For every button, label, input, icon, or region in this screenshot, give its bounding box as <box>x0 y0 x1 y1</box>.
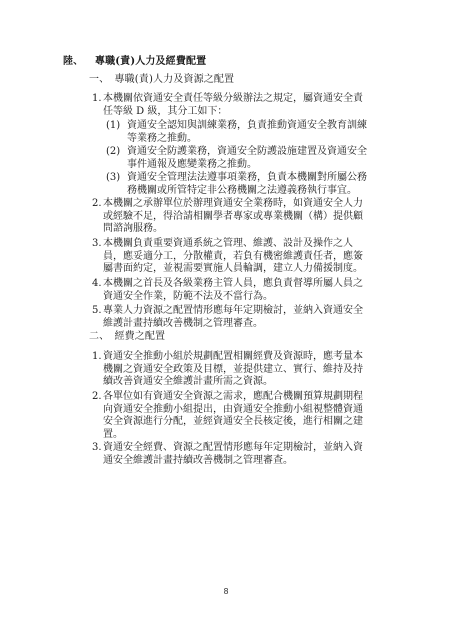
section-1-title: 一、 專職(責)人力及資源之配置 <box>89 74 235 85</box>
item-line: 資通安全防護業務，資通安全防護設施建置及資通安全 <box>127 146 367 157</box>
item-number: 1. <box>92 351 102 362</box>
item-line: 事件通報及應變業務之推動。 <box>127 158 257 170</box>
page-number: 8 <box>223 587 229 596</box>
item-number: (1) <box>106 120 121 131</box>
item-line: 問諮詢服務。 <box>103 223 163 234</box>
item-line: 安全資源進行分配，並經資通安全長核定後，進行相關之建 <box>103 416 363 427</box>
item-number: 4. <box>92 278 102 289</box>
item-line: 等業務之推動。 <box>127 132 197 144</box>
list-item <box>92 238 363 276</box>
item-number: 3. <box>92 238 102 249</box>
item-number: 3. <box>92 442 102 453</box>
item-line: 資通安全經費、資源之配置情形應每年定期檢討，並納入資 <box>103 442 363 453</box>
item-number: 2. <box>92 198 102 209</box>
chapter-title: 專職(責)人力及經費配置 <box>95 56 207 67</box>
item-line: 資通安全管理法法遵事項業務，負責本機關對所屬公務 <box>127 172 367 183</box>
list-item <box>106 120 367 145</box>
item-line: 本機關負責重要資通系統之管理、維護、設計及操作之人 <box>103 238 353 249</box>
item-line: 專業人力資源之配置情形應每年定期檢討，並納入資通安全 <box>103 305 363 316</box>
item-line: 置。 <box>103 428 123 440</box>
item-line: 屬書面約定，並視需要實施人員輪調，建立人力備援制度。 <box>103 263 363 274</box>
item-line: 資通安全推動小組於規劃配置相關經費及資源時，應考量本 <box>103 351 363 362</box>
item-line: 本機關依資通安全責任等級分級辦法之規定，屬資通安全責 <box>103 93 363 104</box>
item-line: 本機關之首長及各級業務主管人員，應負責督導所屬人員之 <box>103 278 363 289</box>
item-line: 續改善資通安全維護計畫所需之資源。 <box>103 376 273 387</box>
list-item <box>92 351 363 389</box>
list-item <box>106 146 367 171</box>
item-line: 資通安全作業，防範不法及不當行為。 <box>103 290 273 302</box>
item-line: 各單位如有資通安全資源之需求，應配合機關預算規劃期程 <box>103 391 363 402</box>
list-item <box>92 305 363 330</box>
item-number: 5. <box>92 305 102 316</box>
list-item <box>92 278 363 303</box>
section-2-title: 二、 經費之配置 <box>89 331 166 342</box>
item-line: 通安全維護計畫持續改善機制之管理審查。 <box>103 454 293 466</box>
list-item <box>106 172 367 197</box>
item-line: 資通安全認知與訓練業務，負責推動資通安全教育訓練 <box>127 120 367 131</box>
item-line: 任等級 D 級，其分工如下： <box>103 105 228 117</box>
item-line: 本機關之承辦單位於辦理資通安全業務時，如資通安全人力 <box>103 198 363 209</box>
item-line: 向資通安全推動小組提出，由資通安全推動小組視整體資通 <box>103 403 363 415</box>
list-item <box>92 391 363 441</box>
item-number: 1. <box>92 93 102 104</box>
item-line: 機關之資通安全政策及目標，並提供建立、實行、維持及持 <box>103 363 363 375</box>
list-item <box>92 442 363 467</box>
item-number: (3) <box>106 172 121 183</box>
item-number: 2. <box>92 391 102 402</box>
chapter-number: 陸、 <box>63 56 84 67</box>
item-line: 務機關或所管特定非公務機關之法遵義務執行事宜。 <box>127 184 357 196</box>
list-item <box>92 93 363 118</box>
item-line: 或經驗不足，得洽請相關學者專家或專業機關（構）提供顧 <box>103 210 363 222</box>
item-number: (2) <box>106 146 121 157</box>
list-item <box>92 198 363 236</box>
item-line: 員，應妥適分工，分散權責，若負有機密維護責任者，應簽 <box>103 250 363 262</box>
item-line: 維護計畫持續改善機制之管理審查。 <box>103 317 263 329</box>
